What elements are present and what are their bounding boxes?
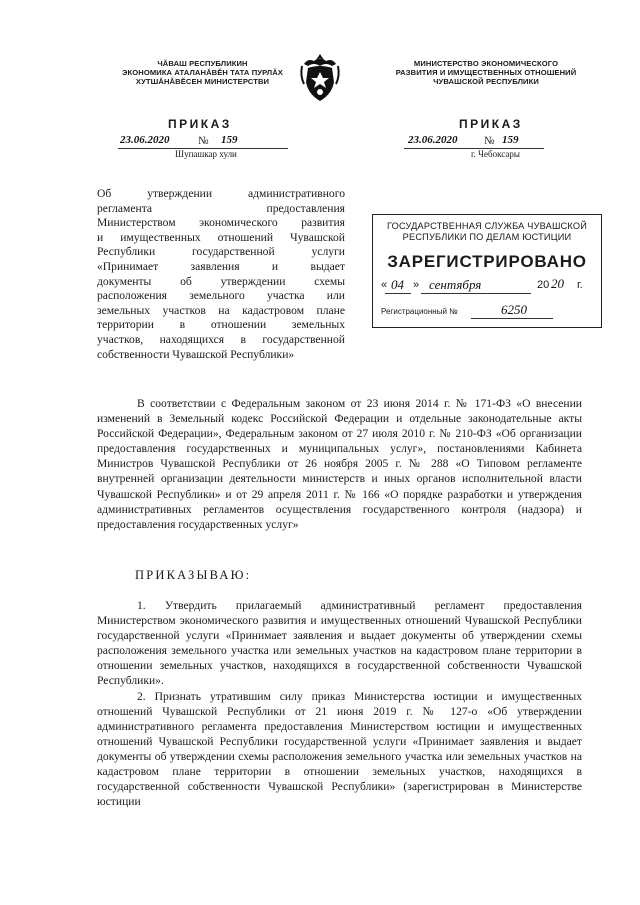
- stamp-month: сентября: [429, 277, 482, 292]
- header-right-org: [381, 59, 591, 86]
- order-item-2: 2. Признать утратившим силу приказ Министерства юстиции и имущественных отношений Чувашской Республики от 21 июня 2019 г. № 127-о «Об утверждении административного регламента предоставления Министерством юстиции и имущественных отношений Чувашской Республики государственной услуги «Принимает заявления и выдает документы об утверждении схемы расположения земельного участка или земельных участков на кадастровом плане территории в отношении земельных участков, находящихся в государственной собственности Чувашской Республики» (зарегистрирован в Министерстве юстиции: [97, 689, 582, 809]
- stamp-year-suffix: 20: [551, 276, 564, 291]
- stamp-reg-row: [381, 302, 593, 319]
- stamp-month-underline: [385, 293, 411, 294]
- emblem-icon: [298, 52, 342, 104]
- stamp-registered-label: ЗАРЕГИСТРИРОВАНО: [387, 252, 587, 271]
- header-left-org: [100, 59, 305, 86]
- left-number-value: 159: [221, 134, 238, 146]
- stamp-quote-open: «: [381, 279, 388, 291]
- stamp-agency-line: ГОСУДАРСТВЕННАЯ СЛУЖБА ЧУВАШСКОЙ: [386, 221, 588, 231]
- left-number-label: №: [198, 135, 209, 147]
- left-date-value: 23.06.2020: [120, 134, 170, 146]
- header-left-line: ХУТШĂНĂВĔСЕН МИНИСТЕРСТВИ: [135, 77, 270, 86]
- stamp-reg-number: 6250: [501, 302, 527, 317]
- stamp-agency-line: РЕСПУБЛИКИ ПО ДЕЛАМ ЮСТИЦИИ: [402, 232, 572, 242]
- title-line: земельных участков на кадастровом плане: [97, 303, 345, 317]
- right-number-label: №: [484, 135, 495, 147]
- order-items: [97, 598, 582, 809]
- title-line: расположения земельного участка или: [97, 289, 345, 303]
- right-number-value: 159: [502, 134, 519, 146]
- stamp-year-prefix: 20: [537, 279, 550, 291]
- title-line: территории в отношении земельных: [97, 318, 345, 332]
- title-line: документы об утверждении схемы: [97, 274, 345, 288]
- preamble-paragraph: [97, 396, 582, 532]
- right-date-value: 23.06.2020: [408, 134, 458, 146]
- stamp-month-line: [421, 293, 531, 294]
- right-date-line: [404, 134, 544, 149]
- left-date-line: [118, 134, 288, 149]
- title-line: Об утверждении административного: [97, 187, 345, 200]
- title-line: собственности Чувашской Республики»: [97, 347, 295, 361]
- stamp-day: 04: [391, 277, 404, 292]
- stamp-reg-line: [471, 318, 553, 319]
- stamp-reg-label: Регистрационный №: [381, 307, 458, 316]
- stamp-date-row: [381, 276, 593, 295]
- coat-of-arms-emblem: [298, 52, 342, 104]
- right-prikaz-heading: ПРИКАЗ: [459, 117, 523, 131]
- stamp-quote-close: »: [413, 279, 420, 291]
- order-item-1: 1. Утвердить прилагаемый административный регламент предоставления Министерством экономического развития и имущественных отношений Чувашской Республики государственной услуги «Принимает заявления и выдает документы об утверждении схемы расположения земельного участка или земельных участков на кадастровом плане территории в отношении земельных участков, находящихся в государственной собственности Чувашской Республики».: [97, 599, 582, 688]
- header-left-line: ЧĂВАШ РЕСПУБЛИКИН: [157, 59, 248, 68]
- header-right-line: РАЗВИТИЯ И ИМУЩЕСТВЕННЫХ ОТНОШЕНИЙ: [395, 68, 577, 77]
- document-title: [97, 187, 345, 362]
- title-line: участков, находящихся в государственной: [97, 332, 345, 346]
- header-right-line: ЧУВАШСКОЙ РЕСПУБЛИКИ: [433, 77, 539, 86]
- registration-stamp: [372, 214, 602, 328]
- header-right-line: МИНИСТЕРСТВО ЭКОНОМИЧЕСКОГО: [413, 59, 559, 68]
- preamble-text: В соответствии с Федеральным законом от 23 июня 2014 г. № 171-ФЗ «О внесении изменений в Земельный кодекс Российской Федерации и отдельные законодательные акты Российской Федерации», Федеральным законом от 27 июля 2010 г. № 210-ФЗ «Об организации предоставления государственных и муниципальных услуг», постановлениями Кабинета Министров Чувашской Республики от 26 ноября 2005 г. № 288 «О Типовом регламенте внутренней организации деятельности министерств и иных органов исполнительной власти Чувашской Республики» и от 29 апреля 2011 г. № 166 «О порядке разработки и утверждения административных регламентов осуществления государственного контроля (надзора) и предоставления государственных услуг»: [97, 397, 582, 531]
- title-line: Республики государственной услуги: [97, 245, 345, 259]
- left-prikaz-heading: ПРИКАЗ: [168, 117, 232, 131]
- stamp-year-label: г.: [577, 279, 583, 291]
- title-line: регламента предоставления: [97, 201, 345, 215]
- right-city: г. Чебоксары: [471, 149, 520, 159]
- title-line: Министерством экономического развития: [97, 216, 345, 230]
- title-line: и имущественных отношений Чувашской: [97, 230, 345, 244]
- header-left-line: ЭКОНОМИКА АТАЛАНĂВĔН ТАТА ПУРЛĂХ: [122, 68, 283, 77]
- title-line: «Принимает заявления и выдает: [97, 259, 345, 273]
- left-city: Шупашкар хули: [175, 149, 237, 159]
- order-word: ПРИКАЗЫВАЮ:: [135, 568, 252, 582]
